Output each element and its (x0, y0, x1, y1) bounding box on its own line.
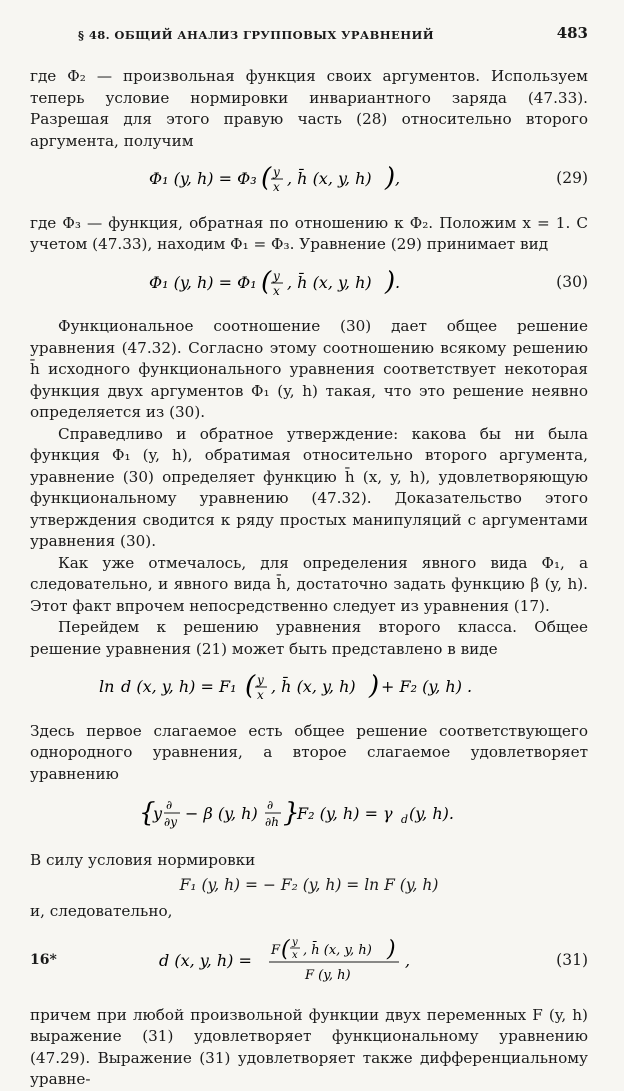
equation-30-number: (30) (556, 272, 588, 291)
svg-text:(: ( (281, 937, 290, 962)
svg-text:): ) (369, 671, 380, 701)
svg-text:, h̄ (x, y, h): , h̄ (x, y, h) (287, 169, 372, 188)
equation-31 (30, 934, 588, 993)
paragraph-8: В силу условия нормировки (30, 850, 256, 869)
running-title: § 48. ОБЩИЙ АНАЛИЗ ГРУППОВЫХ УРАВНЕНИЙ (78, 28, 435, 42)
svg-text:(: ( (261, 163, 272, 193)
paragraph-3: Функциональное соотношение (30) дает общее решение уравнения (47.32). Согласно этому соотношению всякому решению h̄ исходного функционального уравнения соответствует некоторая функция двух аргументов Φ₁ (y, h) такая, что это решение неявно определяется из (30). (30, 317, 588, 421)
svg-text:Φ₁ (y, h) = Φ₃: Φ₁ (y, h) = Φ₃ (149, 169, 257, 188)
equation-30-formula (149, 266, 469, 300)
svg-text:y: y (153, 804, 163, 823)
paragraph-9: и, следовательно, (30, 901, 173, 920)
paragraph-6: Перейдем к решению уравнения второго класса. Общее решение уравнения (21) может быть представлено в виде (30, 618, 588, 658)
paragraph-2: где Φ₃ — функция, обратная по отношению к Φ₂. Положим x = 1. С учетом (47.33), находим Φ₁ = Φ₃. Уравнение (29) принимает вид (30, 213, 588, 253)
svg-text:d (x, y, h) =: d (x, y, h) = (159, 951, 252, 970)
svg-text:d (x, y, h) = F₁: d (x, y, h) = F₁ (121, 677, 237, 696)
equation-ln-d (30, 670, 588, 711)
svg-text:− β (y, h): − β (y, h) (185, 804, 258, 823)
svg-text:(y, h).: (y, h). (409, 804, 454, 823)
equation-29 (30, 162, 588, 203)
svg-text:, h̄ (x, y, h): , h̄ (x, y, h) (287, 272, 372, 292)
equation-29-formula (149, 162, 469, 196)
svg-text:, h̄ (x, y, h): , h̄ (x, y, h) (303, 943, 372, 958)
svg-text:(: ( (245, 671, 256, 701)
svg-text:y: y (257, 673, 264, 687)
signature-mark: 16* (30, 952, 57, 968)
paragraph-7: Здесь первое слагаемое есть общее решение соответствующего однородного уравнения, а второе слагаемое удовлетворяет уравнению (30, 721, 588, 783)
svg-text:x: x (257, 688, 264, 702)
paragraph-1: где Φ₂ — произвольная функция своих аргументов. Используем теперь условие нормировки инвариантного заряда (47.33). Разрешая для этого правую часть (28) относительно второго аргумента, получим (30, 67, 588, 150)
svg-text:x: x (292, 950, 298, 961)
svg-text:): ) (387, 937, 396, 962)
svg-text:+ F₂ (y, h) .: + F₂ (y, h) . (381, 677, 473, 696)
svg-text:F (y, h): F (y, h) (305, 968, 351, 983)
svg-text:y: y (273, 165, 280, 179)
svg-text:}: } (283, 798, 300, 828)
svg-text:,: , (405, 951, 411, 970)
equation-31-formula (159, 934, 459, 986)
svg-text:∂: ∂ (267, 798, 274, 812)
svg-text:y: y (273, 268, 280, 283)
paragraph-5: Как уже отмечалось, для определения явного вида Φ₁, а следовательно, и явного вида h̄, достаточно задать функцию β (y, h). Этот факт впрочем непосредственно следует из уравнения (17). (30, 553, 588, 615)
equation-29-number: (29) (556, 169, 588, 187)
svg-text:F: F (271, 943, 281, 958)
svg-text:F₂ (y, h) = γ: F₂ (y, h) = γ (297, 804, 393, 823)
page-body (30, 66, 588, 1091)
page-number: 483 (556, 24, 588, 42)
svg-text:∂y: ∂y (164, 815, 177, 829)
svg-text:, h̄ (x, y, h): , h̄ (x, y, h) (271, 677, 356, 696)
svg-text:Φ₁ (y, h) = Φ₁: Φ₁ (y, h) = Φ₁ (149, 272, 257, 292)
equation-differential-formula (139, 795, 479, 833)
paragraph-10: причем при любой произвольной функции двух переменных F (y, h) выражение (31) удовлетворяет функциональному уравнению (47.29). Выражение (31) удовлетворяет также дифференциальному уравне- (30, 1005, 588, 1088)
svg-text:ln: ln (99, 677, 115, 696)
svg-text:∂h: ∂h (265, 815, 279, 829)
equation-normalization-formula: F₁ (y, h) = − F₂ (y, h) = ln F (y, h) (179, 876, 439, 894)
equation-31-number: (31) (556, 951, 588, 969)
equation-ln-d-formula (99, 670, 519, 704)
svg-text:x: x (273, 283, 280, 298)
svg-text:.: . (395, 272, 401, 292)
svg-text:y: y (292, 937, 298, 948)
page-header (30, 24, 588, 48)
svg-text:): ) (385, 163, 396, 193)
svg-text:x: x (273, 180, 280, 194)
equation-differential (30, 795, 588, 840)
svg-text:): ) (385, 266, 396, 297)
svg-text:,: , (395, 169, 401, 188)
svg-text:(: ( (261, 266, 272, 297)
svg-text:d: d (401, 813, 409, 826)
equation-30 (30, 266, 588, 307)
svg-text:∂: ∂ (166, 798, 173, 812)
svg-text:{: { (139, 798, 156, 828)
paragraph-4: Справедливо и обратное утверждение: какова бы ни была функция Φ₁ (y, h), обратимая относительно второго аргумента, уравнение (30) определяет функцию h̄ (x, y, h), удовлетворяющую функциональному уравнению (47.32). Доказательство этого утверждения сводится к ряду простых манипуляций с аргументами уравнения (30). (30, 424, 588, 550)
equation-normalization (30, 875, 588, 897)
